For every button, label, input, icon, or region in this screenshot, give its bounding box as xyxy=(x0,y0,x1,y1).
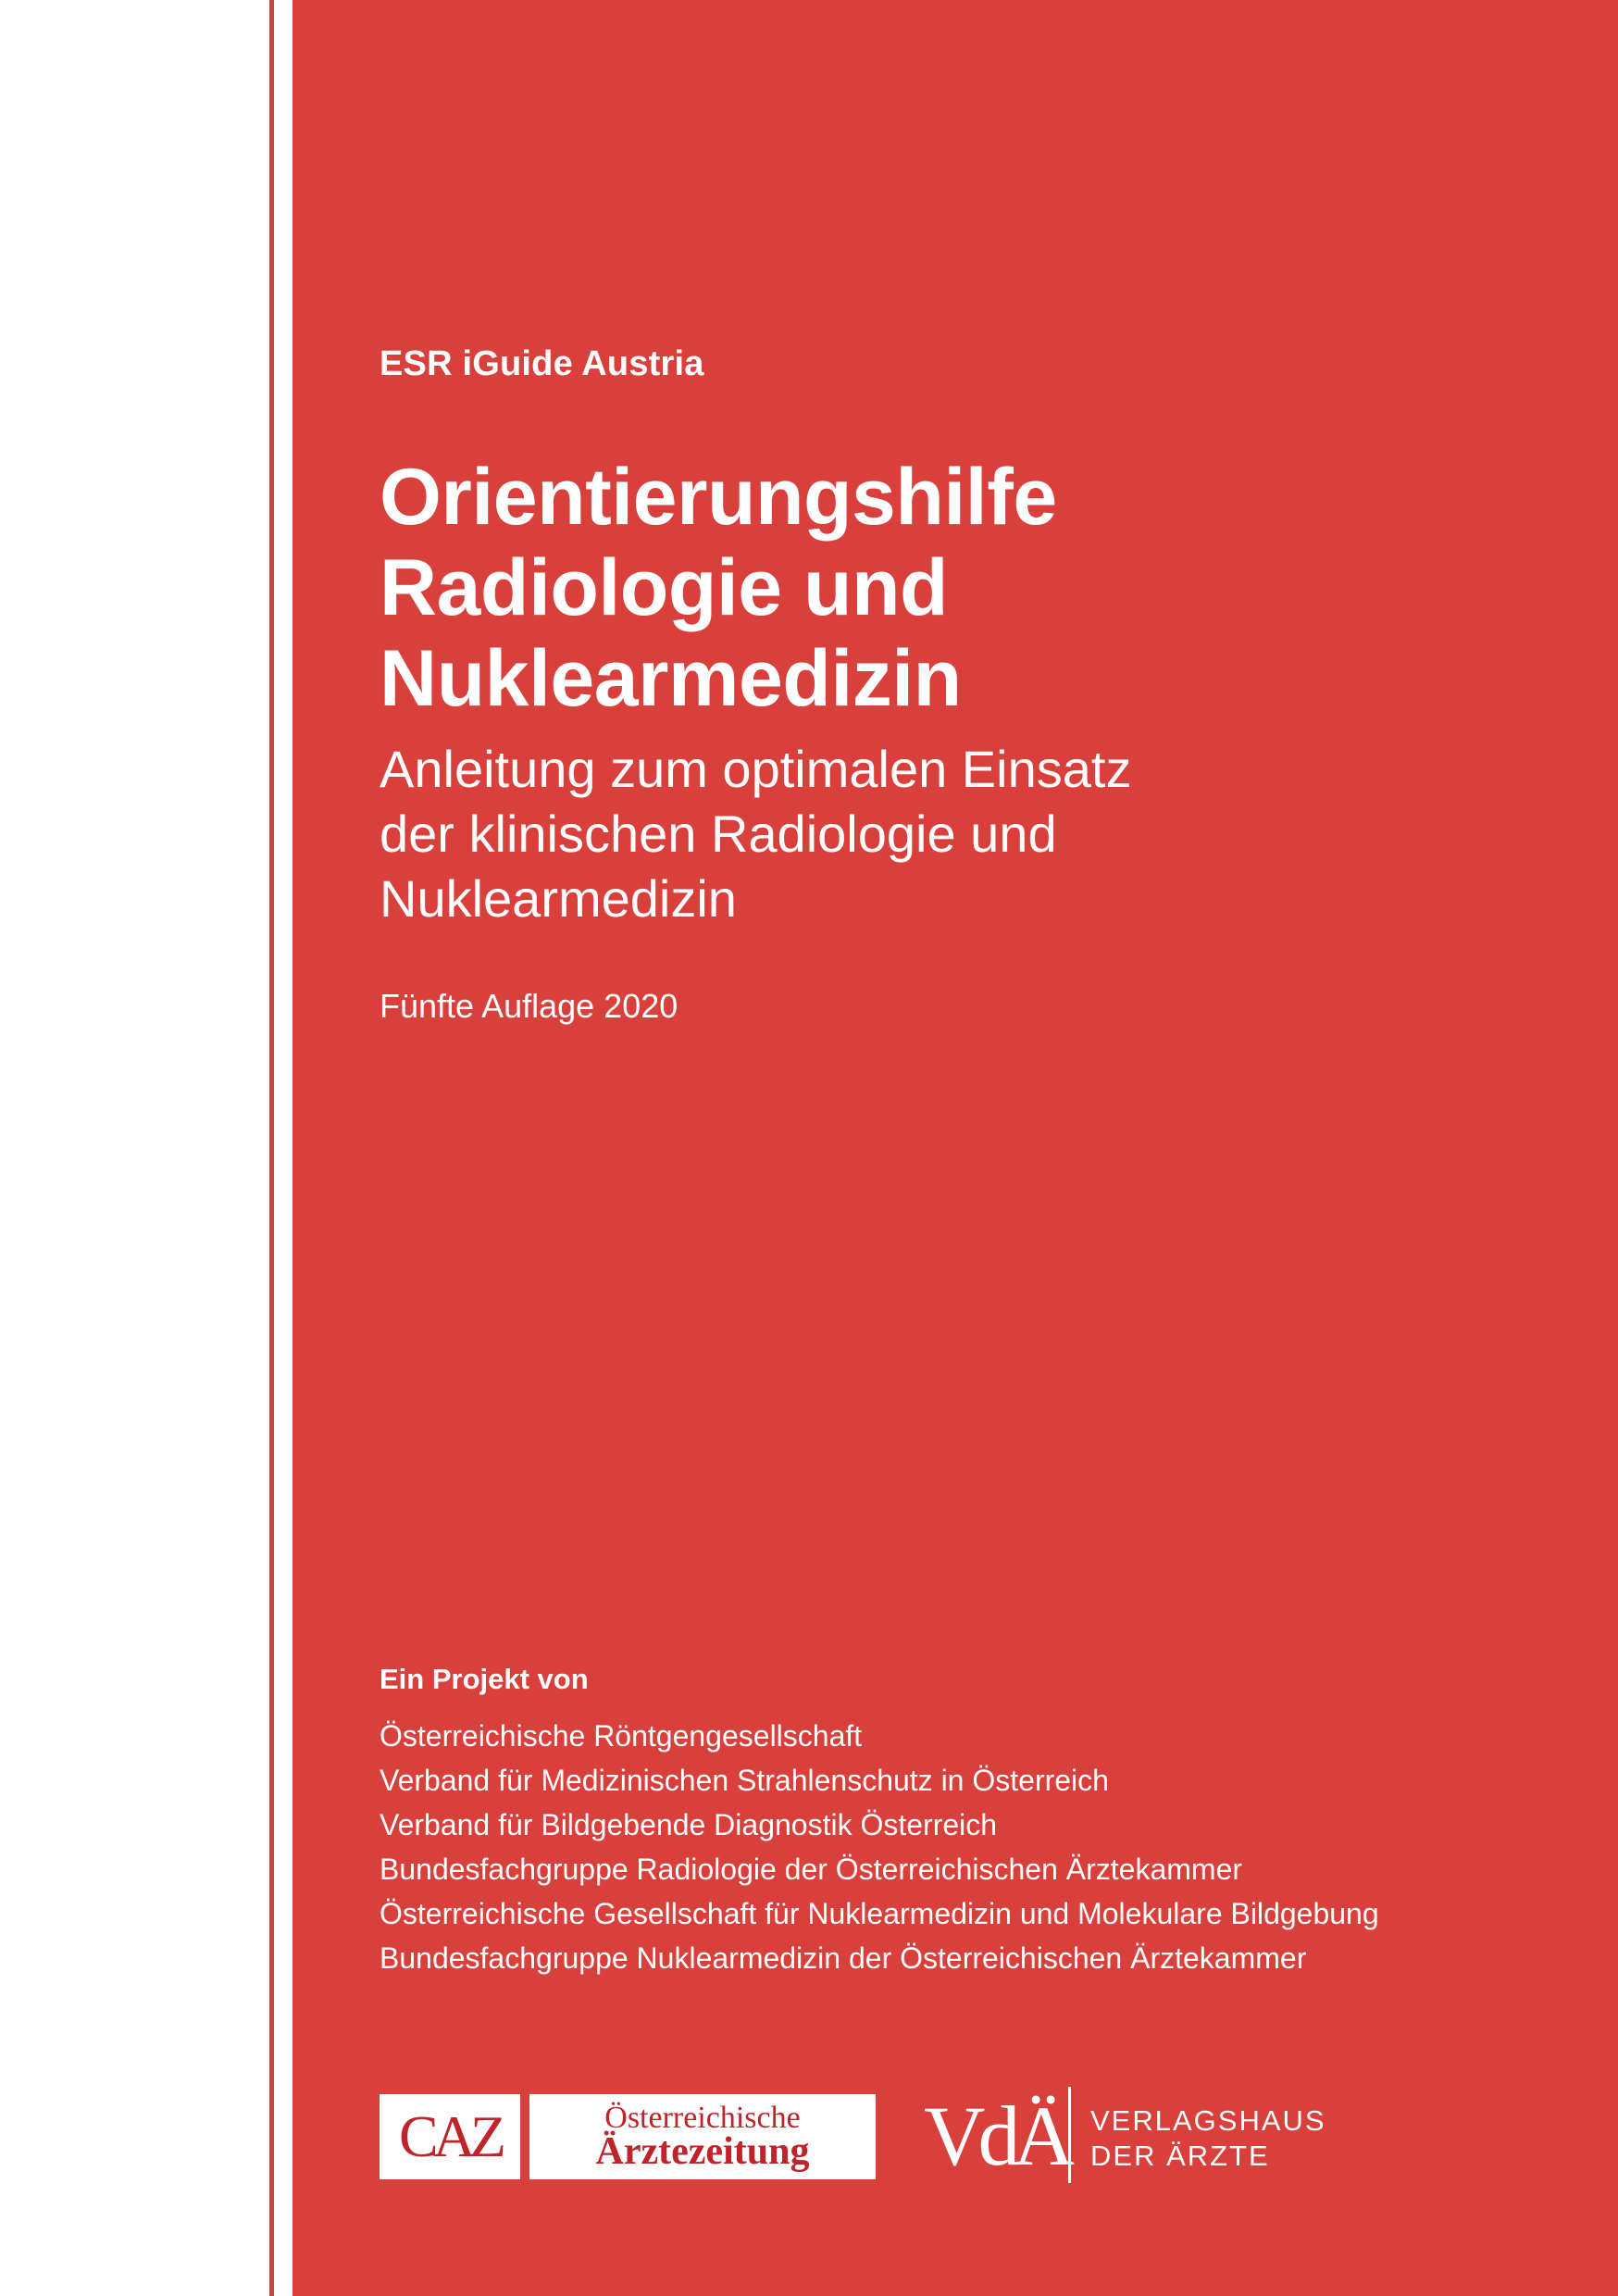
spine-line xyxy=(269,0,274,2296)
partner-item: Österreichische Röntgengesellschaft xyxy=(380,1719,863,1753)
vda-logo-text: VdÄ xyxy=(924,2089,1067,2183)
aerztezeitung-logo-line1: Österreichische xyxy=(604,2101,801,2135)
subtitle-line: der klinischen Radiologie und xyxy=(380,805,1057,863)
publisher-line: DER ÄRZTE xyxy=(1090,2140,1270,2172)
main-title xyxy=(380,452,1537,724)
aerztezeitung-logo xyxy=(529,2094,876,2179)
subtitle xyxy=(380,737,1537,931)
series-title: ESR iGuide Austria xyxy=(380,344,704,383)
partner-item: Österreichische Gesellschaft für Nuklearmedizin und Molekulare Bildgebung xyxy=(380,1897,1379,1930)
title-line: Orientierungshilfe xyxy=(380,453,1057,542)
partner-item: Bundesfachgruppe Nuklearmedizin der Österreichischen Ärztekammer xyxy=(380,1941,1307,1975)
vda-logo xyxy=(924,2074,1067,2185)
aerztezeitung-logo-line2: Ärztezeitung xyxy=(595,2130,810,2173)
caz-logo xyxy=(380,2094,520,2179)
subtitle-line: Anleitung zum optimalen Einsatz xyxy=(380,740,1132,798)
title-line: Radiologie und xyxy=(380,543,949,632)
project-heading: Ein Projekt von xyxy=(380,1663,589,1695)
edition: Fünfte Auflage 2020 xyxy=(380,987,678,1025)
title-line: Nuklearmedizin xyxy=(380,634,962,723)
subtitle-line: Nuklearmedizin xyxy=(380,869,737,928)
publisher-line: VERLAGSHAUS xyxy=(1090,2104,1326,2137)
partner-item: Verband für Bildgebende Diagnostik Österreich xyxy=(380,1808,998,1841)
logo-divider xyxy=(1068,2087,1071,2183)
book-cover xyxy=(292,0,1618,2296)
partner-item: Verband für Medizinischen Strahlenschutz in Österreich xyxy=(380,1764,1109,1797)
partner-list xyxy=(380,1714,1583,1980)
partner-item: Bundesfachgruppe Radiologie der Österreichischen Ärztekammer xyxy=(380,1853,1243,1886)
caz-logo-text: CAZ xyxy=(399,2103,501,2169)
publisher-name xyxy=(1090,2103,1326,2174)
